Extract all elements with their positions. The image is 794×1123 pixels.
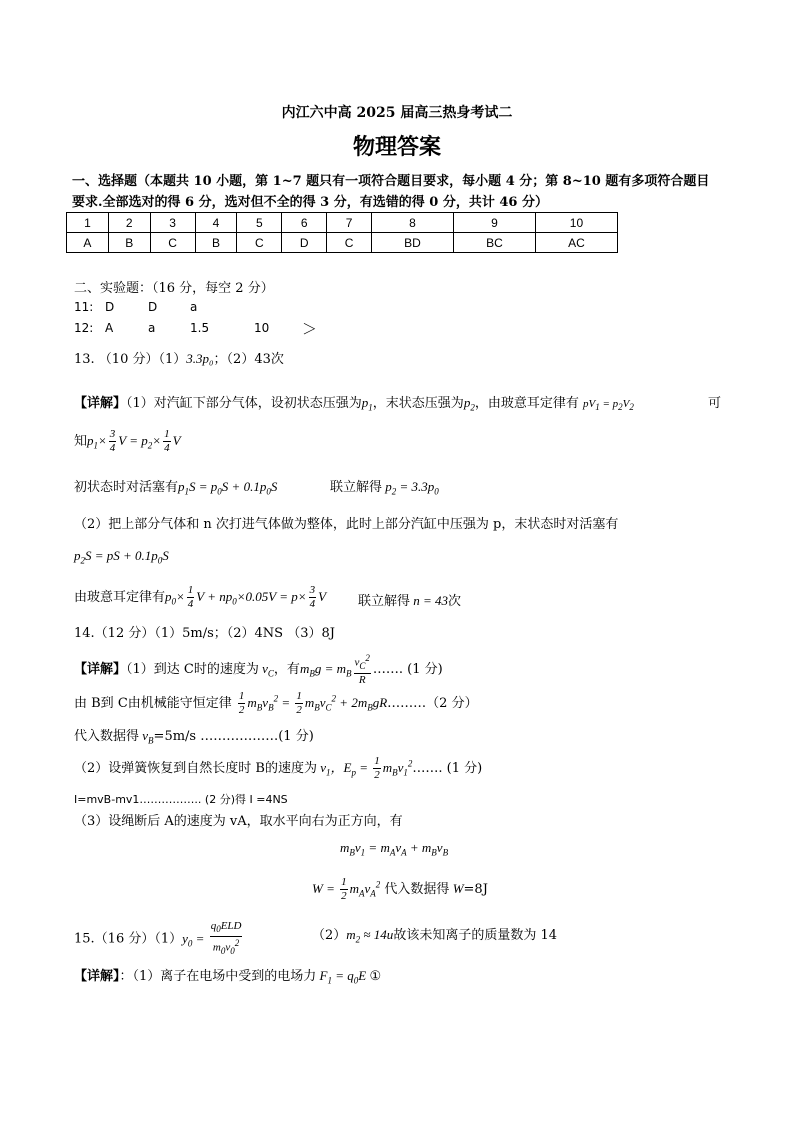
fraction: $\frac{1}{2}$ (341, 876, 347, 902)
q13-detail-line2 (74, 428, 181, 455)
formula: $m_Bv_1^2$ (382, 758, 413, 778)
q12-answer: A (105, 321, 114, 335)
formula: $m_Bg = m_B$ (299, 660, 352, 679)
q14-detail-line2 (74, 690, 478, 717)
text: 初状态时对活塞有 (74, 480, 179, 495)
answer-table (66, 212, 618, 253)
table-cell: 10 (535, 213, 617, 233)
q14-detail-line1 (74, 652, 443, 687)
q13-heading (74, 348, 284, 367)
q15-heading-part2 (312, 924, 557, 945)
table-cell: B (108, 233, 150, 253)
q12-label: 12: (74, 321, 94, 335)
q12-answer: a (148, 321, 156, 335)
table-cell: AC (535, 233, 617, 253)
formula: $p_0\times$ (165, 589, 185, 607)
formula: $m_Bv_B^2$ = (247, 693, 294, 713)
text: 代入数据得 (384, 882, 450, 897)
q14-formula-momentum: $m_Bv_1 = m_Av_A + m_Bv_B$ (340, 840, 449, 858)
q12-answer: 10 (254, 321, 270, 335)
text: ……. (1 分) (372, 661, 443, 677)
table-cell: 3 (150, 213, 195, 233)
exam-title: 内江六中高 2025 届高三热身考试二 (281, 105, 513, 121)
text: 联立解得 (330, 480, 383, 495)
fraction: $\frac{1}{2}$ (238, 690, 245, 716)
answer-table-row-numbers (67, 213, 618, 233)
text: （1）对汽缸下部分气体，设初状态压强为 (126, 396, 362, 411)
q11-line (74, 300, 198, 314)
formula: $pV_1 = p_2V_2$ (582, 398, 634, 413)
formula: $V = p_2\times$ (118, 433, 162, 451)
q13-detail-line1-end: 可 (708, 396, 722, 411)
table-cell: 8 (371, 213, 453, 233)
q13-answer1: 3.3p₀ (186, 351, 214, 366)
text: 由玻意耳定律有 (74, 590, 166, 605)
detail-tag: 【详解】 (74, 969, 120, 984)
text: 由 B到 C由机械能守恒定律 (74, 696, 232, 711)
fraction: $\frac{3}{4}$ (309, 584, 316, 610)
q11-answer: D (105, 300, 115, 314)
formula: n = 43 (410, 593, 449, 608)
formula: $p_1S = p_0S + 0.1p_0S$ (178, 479, 278, 497)
text: =5m/s ………………(1 分) (153, 729, 314, 744)
text: 知 (74, 434, 88, 449)
formula: W = (312, 881, 339, 896)
text: 联立解得 (358, 594, 411, 609)
text: 次 (448, 594, 462, 609)
formula: $v_B$ (139, 728, 154, 746)
text: ：（1）离子在电场中受到的电场力 (119, 969, 317, 984)
detail-tag: 【详解】 (74, 396, 127, 411)
text: ，有 (273, 661, 300, 677)
table-cell: B (195, 233, 237, 253)
formula: $m_Av_A^2$ (349, 879, 381, 899)
q13-detail-line6 (74, 584, 326, 611)
q13-heading-prefix: 13. （10 分）（1） (74, 352, 187, 367)
q12-answer: ＞ (302, 320, 318, 338)
table-cell: 4 (195, 213, 237, 233)
formula: $p_1$ (361, 395, 373, 413)
section1-line1: 一、选择题（本题共 10 小题，第 1~7 题只有一项符合题目要求，每小题 4 分；第 8~10 题有多项符合题目 (72, 174, 710, 189)
formula: $m_Bv_C^2 + 2m_BgR$ (304, 693, 388, 713)
formula: V (318, 589, 327, 604)
section1-line2: 要求.全部选对的得 6 分，选对但不全的得 3 分，有选错的得 0 分，共计 46 分） (72, 195, 548, 210)
fraction: $\frac{1}{2}$ (296, 690, 302, 716)
q15-detail-line1 (74, 965, 381, 986)
table-cell: D (282, 233, 327, 253)
q13-detail-line3 (74, 476, 277, 497)
table-cell: C (237, 233, 282, 253)
fraction: $\frac{1}{4}$ (164, 428, 170, 454)
text: 15.（16 分）（1） (74, 931, 183, 947)
table-cell: 7 (327, 213, 372, 233)
formula: $V + np_0\times 0.05V = p\times$ (196, 589, 307, 607)
text: ………（2 分） (387, 696, 478, 711)
q12-answer: 1.5 (190, 321, 210, 335)
q13-heading-mid: ；（2）43次 (213, 352, 284, 367)
text: ，末状态压强为 (372, 396, 464, 411)
formula: V (172, 433, 181, 448)
q11-answer: a (190, 300, 198, 314)
q15-heading (74, 920, 244, 958)
q11-answer: D (148, 300, 158, 314)
q11-label: 11: (74, 300, 94, 314)
formula: W (449, 881, 464, 896)
q14-detail-line4 (74, 755, 482, 782)
table-cell: BD (371, 233, 453, 253)
formula: $y_0$ = (182, 930, 208, 949)
table-cell: C (150, 233, 195, 253)
text: （2）设弹簧恢复到自然长度时 B的速度为 (74, 761, 317, 776)
q14-detail-line3 (74, 725, 314, 746)
table-cell: 6 (282, 213, 327, 233)
text: ① (369, 969, 382, 984)
section2-heading: 二、实验题：（16 分，每空 2 分） (74, 281, 274, 296)
fraction: $\frac{1}{2}$ (374, 755, 380, 781)
q14-heading: 14.（12 分）（1）5m/s；（2）4NS （3）8J (74, 626, 335, 641)
q13-detail-line4: （2）把上部分气体和 n 次打进气体做为整体，此时上部分汽缸中压强为 p，末状态时对活塞有 (74, 517, 619, 532)
page-title: 物理答案 (352, 135, 441, 160)
formula: $p_2$ (463, 395, 475, 413)
answer-table-row-answers (67, 233, 618, 253)
q13-detail-line3b (330, 476, 439, 497)
table-cell: A (67, 233, 109, 253)
q13-detail-line6b (358, 590, 461, 609)
formula: $v_1$，$E_p$ = (316, 760, 372, 778)
fraction: $\frac{v_C^2}{R}$ (354, 653, 370, 686)
formula: $p_2 = 3.3p_0$ (382, 479, 439, 497)
q14-detail-line5: I=mvB-mv1…………….. (2 分)得 I =4NS (74, 793, 288, 806)
text: =8J (463, 882, 488, 897)
formula: $m_2 \approx 14u$ (346, 927, 394, 945)
text: ，由玻意耳定律有 (474, 396, 579, 411)
formula: $F_1 = q_0E$ (316, 968, 370, 986)
table-cell: 9 (453, 213, 535, 233)
table-cell: C (327, 233, 372, 253)
q13-detail-line5: $p_2S$ = pS + $0.1p_0S$ (74, 548, 169, 566)
table-cell: 2 (108, 213, 150, 233)
q14-detail-line8 (312, 876, 488, 903)
text: 代入数据得 (74, 729, 140, 744)
text: 故该未知离子的质量数为 14 (393, 928, 557, 943)
text: ……. (1 分) (412, 761, 483, 776)
q12-line (74, 320, 318, 338)
text: （2） (312, 928, 347, 943)
detail-tag: 【详解】 (74, 661, 127, 677)
fraction: $\frac{1}{4}$ (187, 584, 194, 610)
formula: $v_C$ (258, 660, 274, 679)
table-cell: 1 (67, 213, 109, 233)
fraction: $\frac{3}{4}$ (109, 428, 116, 454)
fraction: $\frac{q_0ELD}{m_0v_0^2}$ (210, 920, 242, 957)
table-cell: 5 (237, 213, 282, 233)
formula: $p_1\times$ (87, 433, 107, 451)
text: （1）到达 C时的速度为 (126, 661, 259, 677)
q14-detail-line6: （3）设绳断后 A的速度为 vA，取水平向右为正方向，有 (74, 814, 403, 829)
table-cell: BC (453, 233, 535, 253)
q13-detail-line1 (74, 392, 634, 413)
